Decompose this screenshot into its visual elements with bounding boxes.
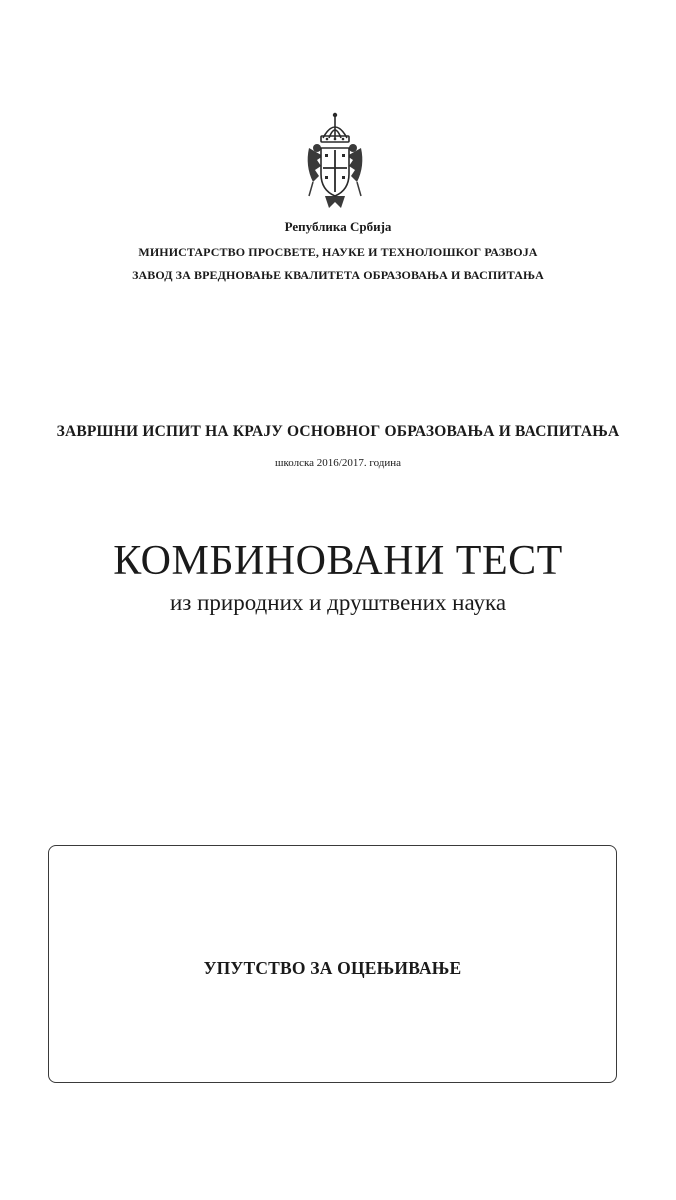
- ministry-name: МИНИСТАРСТВО ПРОСВЕТЕ, НАУКЕ И ТЕХНОЛОШКОГ РАЗВОЈА: [138, 245, 538, 259]
- exam-title: ЗАВРШНИ ИСПИТ НА КРАЈУ ОСНОВНОГ ОБРАЗОВАЊА И ВАСПИТАЊА: [56, 423, 620, 440]
- school-year: школска 2016/2017. година: [274, 457, 402, 469]
- instructions-box: [48, 845, 617, 1083]
- republic-name: Република Србија: [284, 219, 392, 234]
- instructions-label: УПУТСТВО ЗА ОЦЕЊИВАЊЕ: [203, 958, 462, 978]
- institute-name: ЗАВОД ЗА ВРЕДНОВАЊЕ КВАЛИТЕТА ОБРАЗОВАЊА И ВАСПИТАЊА: [132, 268, 544, 282]
- test-subtitle: из природних и друштвених наука: [169, 590, 507, 615]
- test-title: КОМБИНОВАНИ ТЕСТ: [113, 538, 563, 584]
- coat-of-arms-icon: [303, 112, 367, 212]
